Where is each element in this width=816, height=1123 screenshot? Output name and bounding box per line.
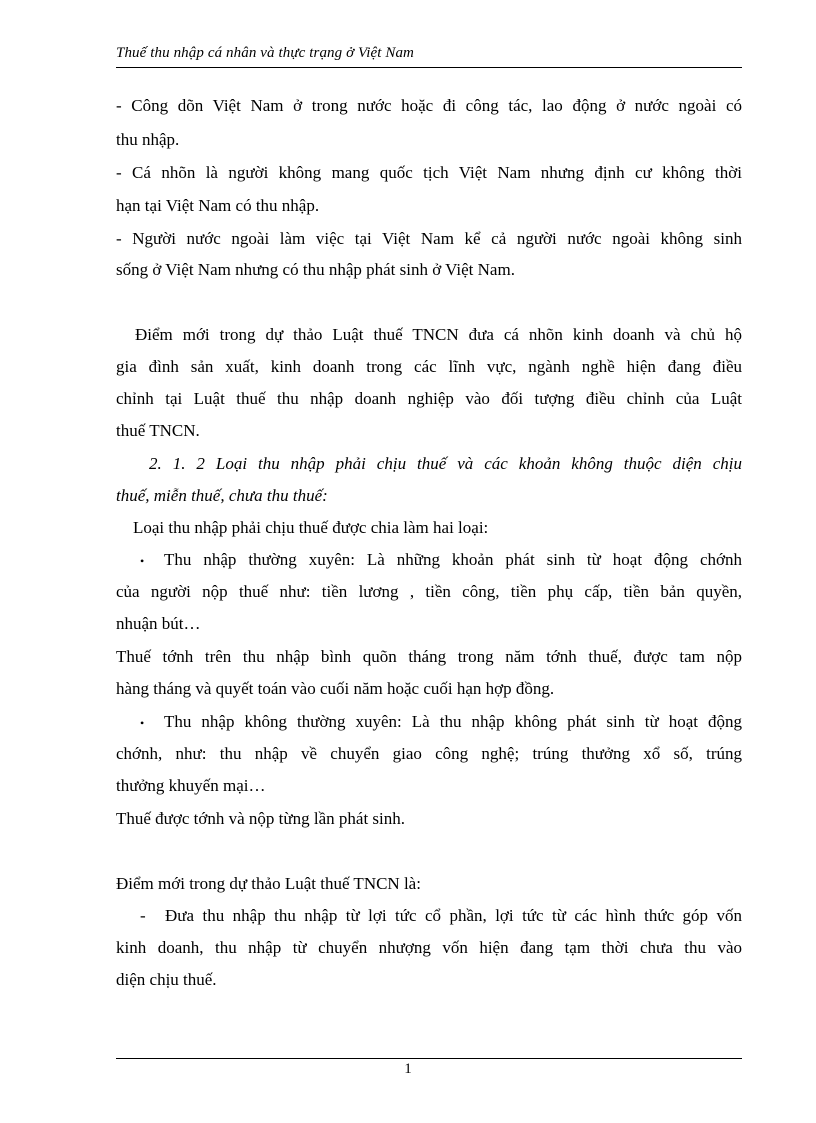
- paragraph-line: nhuận bút…: [116, 614, 201, 633]
- paragraph-line: Điểm mới trong dự thảo Luật thuế TNCN là:: [116, 874, 421, 893]
- page-number: 1: [404, 1061, 412, 1077]
- paragraph-line: chớnh, như: thu nhập về chuyển giao công nghệ; trúng thưởng xổ số, trúng: [116, 744, 742, 763]
- section-heading: thuế, miễn thuế, chưa thu thuế:: [116, 486, 328, 505]
- paragraph-line: hàng tháng và quyết toán vào cuối năm hoặc cuối hạn hợp đồng.: [116, 679, 555, 698]
- list-item: Thu nhập thường xuyên: Là những khoản phát sinh từ hoạt động chớnh: [164, 550, 742, 569]
- bullet-icon: •: [140, 716, 145, 730]
- paragraph-line: diện chịu thuế.: [116, 970, 217, 989]
- list-item: Thu nhập không thường xuyên: Là thu nhập không phát sinh từ hoạt động: [164, 712, 742, 731]
- paragraph-line: sống ở Việt Nam nhưng có thu nhập phát sinh ở Việt Nam.: [116, 260, 515, 279]
- paragraph-line: kinh doanh, thu nhập từ chuyển nhượng vốn hiện đang tạm thời chưa thu vào: [116, 938, 742, 957]
- paragraph-line: - Người nước ngoài làm việc tại Việt Nam kể cả người nước ngoài không sinh: [116, 229, 742, 248]
- paragraph-line: hạn tại Việt Nam có thu nhập.: [116, 196, 320, 215]
- list-item: Đưa thu nhập thu nhập từ lợi tức cổ phần, lợi tức từ các hình thức góp vốn: [165, 906, 742, 925]
- paragraph-line: - Cá nhõn là người không mang quốc tịch Việt Nam nhưng định cư không thời: [116, 163, 742, 182]
- header-divider: [116, 67, 742, 68]
- paragraph-line: Thuế được tớnh và nộp từng lần phát sinh.: [116, 809, 405, 828]
- section-heading: 2. 1. 2 Loại thu nhập phải chịu thuế và các khoản không thuộc diện chịu: [149, 454, 742, 473]
- paragraph-line: Điểm mới trong dự thảo Luật thuế TNCN đưa cá nhõn kinh doanh và chủ hộ: [135, 325, 742, 344]
- paragraph-line: thưởng khuyến mại…: [116, 776, 266, 795]
- running-header: Thuế thu nhập cá nhân và thực trạng ở Việt Nam: [116, 45, 414, 61]
- bullet-icon: •: [140, 554, 145, 568]
- paragraph-line: gia đình sản xuất, kinh doanh trong các lĩnh vực, ngành nghề hiện đang điều: [116, 357, 742, 376]
- footer-divider: [116, 1058, 742, 1059]
- paragraph-line: của người nộp thuế như: tiền lương , tiền công, tiền phụ cấp, tiền bản quyền,: [116, 582, 742, 601]
- paragraph-line: thuế TNCN.: [116, 421, 200, 440]
- paragraph-line: chỉnh tại Luật thuế thu nhập doanh nghiệp vào đối tượng điều chỉnh của Luật: [116, 389, 742, 408]
- paragraph-line: - Công dõn Việt Nam ở trong nước hoặc đi công tác, lao động ở nước ngoài có: [116, 96, 742, 115]
- paragraph-line: thu nhập.: [116, 130, 180, 149]
- paragraph-line: Thuế tớnh trên thu nhập bình quõn tháng trong năm tớnh thuế, được tam nộp: [116, 647, 742, 666]
- paragraph-line: Loại thu nhập phải chịu thuế được chia làm hai loại:: [133, 518, 489, 537]
- list-dash: -: [140, 906, 146, 925]
